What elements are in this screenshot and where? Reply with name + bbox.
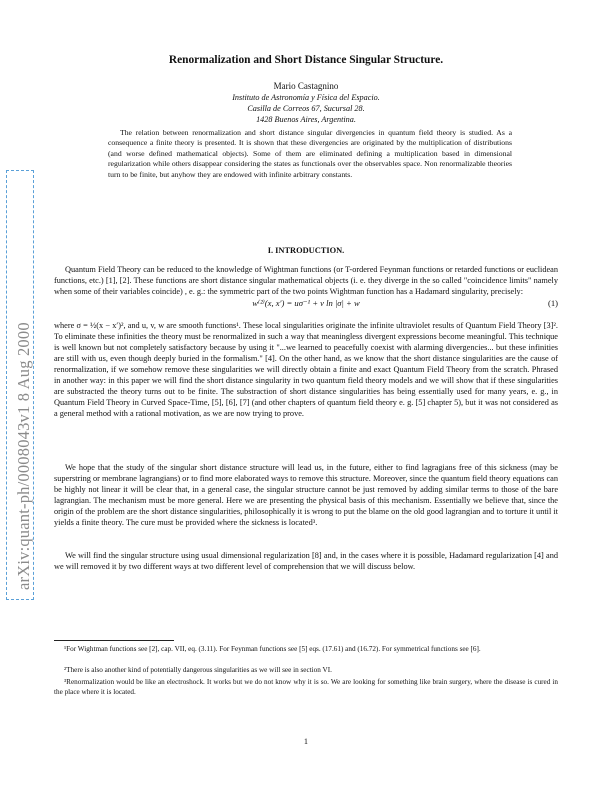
paragraph-2: where σ = ½(x − x′)², and u, v, w are smooth functions¹. These local singularities originate the infinite ultraviolet results of Quantum Field Theory [3]². To eliminate these infinities the theory must be renormalized in such a way that meaningless divergent expressions become meaningful. This technique is well known but not completely satisfactory because by using it "...we learned to peacefully coexist with alarming divergencies... but these infinities are still with us, even though deeply buried in the formalism." [4]. On the other hand, as we know that the short distance singularities are the cause of renormalization, if we somehow remove these singularities we will directly obtain a finite and exact Quantum Field Theory from the scratch. Phrased in another way: in this paper we will find the short distance singularity in two quantum field theory models and we will show that if these singularities are substracted the theory turns out to be finite. The substraction of short distance singularities has being essentially used for many years, e. g., in Quantum Field Theory in Curved Space-Time, [5], [6], [7] (and other chapters of quantum field theory e. g. [5] chapter 5), but it was not considered as a general method with a rational motivation, as we are now trying to prove. [54, 321, 558, 418]
abstract: The relation between renormalization and short distance singular divergencies in quantum field theory is studied. As a consequence a finite theory is presented. It is shown that these divergencies are originated by the multiplication of distributions (and worse defined mathematical objects). Some of them are eliminated defining a multiplication based in dimensional regularization while others disappear considering the states as functionals over the observables space. Non renormalizable theories turn to be finite, but anyhow they are endowed with infinite arbitrary constants. [108, 128, 512, 179]
section-heading: I. INTRODUCTION. [267, 246, 345, 255]
affiliation-line-2: Casilla de Correos 67, Sucursal 28. [247, 104, 365, 113]
affiliation-line-1: Instituto de Astronomía y Física del Espacio. [232, 93, 380, 102]
arxiv-identifier: arXiv:quant-ph/0008043v1 8 Aug 2000 [14, 322, 33, 590]
author-name: Mario Castagnino [273, 81, 339, 91]
footnote-3: ³Renormalization would be like an electroshock. It works but we do not know why it is so. We are looking for something like brain surgery, where the disease is cured in the place where it is located. [54, 678, 558, 696]
paragraph-3: We hope that the study of the singular short distance structure will lead us, in the future, either to find lagragians free of this sickness (may be superstring or membrane lagrangians) or to find more elaborated ways to remove this structure. Moreover, since the quantum field theory equations can be highly not linear it will be clear that, in a general case, the singular structure cannot be just removed by adding similar terms to those of the bare lagrangian. The mechanism must be more general. Here we are presenting the physical basis of this mechanism. Essentially we believe that, since the origin of the problem are the short distance singularities, philosophically it is wrong to put the blame on the old good lagrangian and to torture it until it yields a finite theory. The cure must be provided where the sickness is located³. [54, 463, 558, 527]
equation-number: (1) [547, 298, 558, 308]
footnote-1: ¹For Wightman functions see [2], cap. VII, eq. (3.11). For Feynman functions see [5] eqs. (17.61) and (16.72). For symmetrical functions see [6]. [64, 645, 481, 653]
paragraph-1: Quantum Field Theory can be reduced to the knowledge of Wightman functions (or T-ordered Feynman functions or retarded functions or euclidean functions, etc.) [1], [2]. These functions are short distance singular mathematical objects (i. e. they diverge in the so called "coincidence limits" namely when some of their variables coincide) , e. g.: the symmetric part of the two points Wightman function has a Hadamard singularity, precisely: [54, 265, 558, 296]
affiliation-line-3: 1428 Buenos Aires, Argentina. [256, 115, 356, 124]
paragraph-4: We will find the singular structure using usual dimensional regularization [8] and, in the cases where it is possible, Hadamard regularization [4] and we will removed it by two different ways at two different level of comprehension that we will discuss below. [54, 551, 558, 571]
footnote-divider [54, 640, 174, 641]
equation-body: w⁽²⁾(x, x′) = uσ⁻¹ + v ln |σ| + w [252, 298, 360, 308]
page-number: 1 [303, 737, 309, 746]
paper-title: Renormalization and Short Distance Singular Structure. [168, 54, 444, 66]
footnote-2: ²There is also another kind of potentially dangerous singularities as we will see in section VI. [64, 666, 332, 674]
